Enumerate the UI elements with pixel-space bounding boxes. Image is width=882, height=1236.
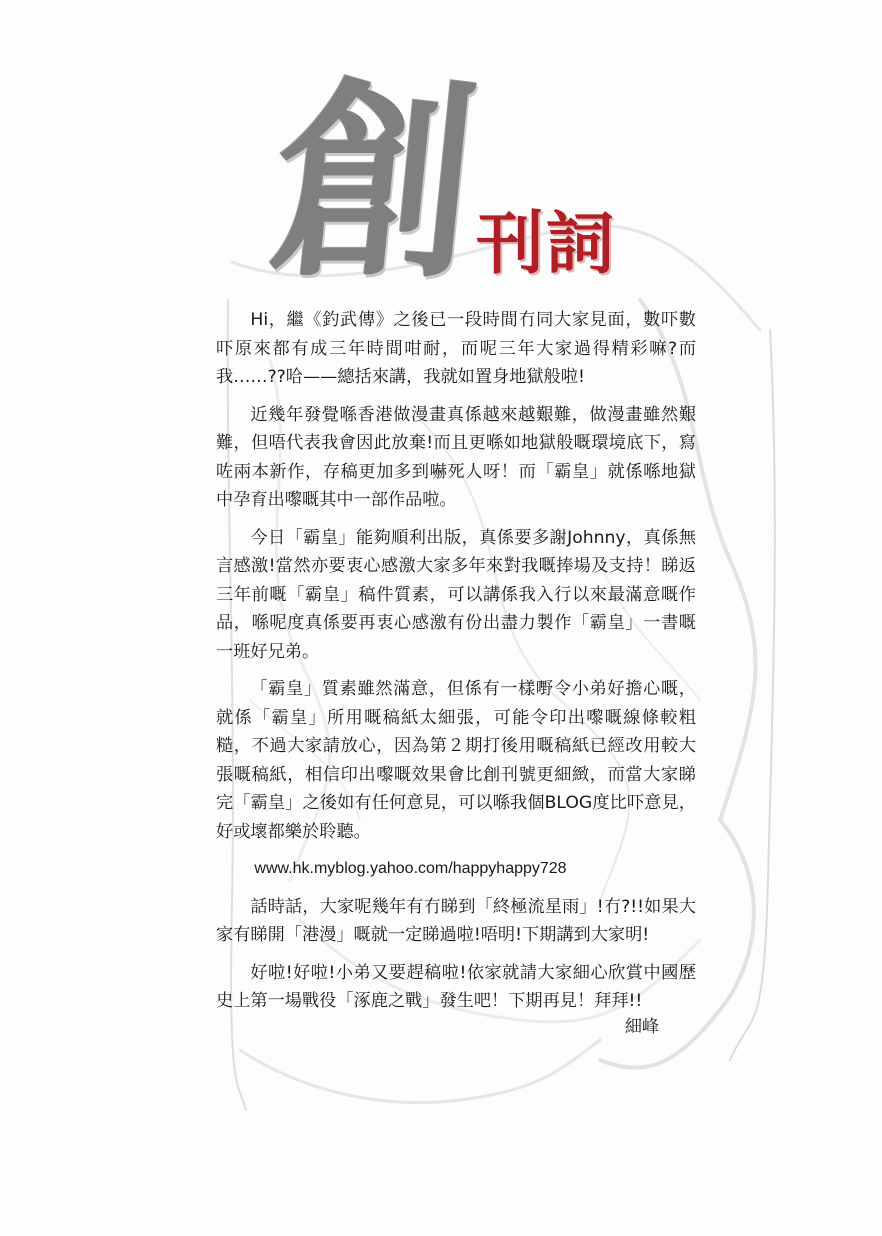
author-signature: 細峰 (625, 1017, 659, 1037)
paragraph: 「霸皇」質素雖然滿意，但係有一樣嘢令小弟好擔心嘅，就係「霸皇」所用嘅稿紙太細張，可能令印出嚟嘅線條較粗糙，不過大家請放心，因為第２期打後用嘅稿紙已經改用較大張嘅稿紙，相信印出嚟嘅效果會比創刊號更細緻，而當大家睇完「霸皇」之後如有任何意見，可以喺我個BLOG度比吓意見，好或壞都樂於聆聽。 (216, 679, 696, 842)
blog-url: www.hk.myblog.yahoo.com/happyhappy728 (254, 860, 567, 877)
paragraph: 好啦!好啦!小弟又要趕稿啦!依家就請大家細心欣賞中國歷史上第一場戰役「涿鹿之戰」發生吧！下期再見！拜拜!! (216, 962, 696, 1011)
paper-fold-line (240, 1040, 600, 1103)
paragraph: Hi，繼《釣武傳》之後已一段時間冇同大家見面，數吓數吓原來都有成三年時間咁耐，而呢三年大家過得精彩嘛?而我……??哈——總括來講，我就如置身地獄般啦! (216, 310, 696, 387)
paragraph: 話時話，大家呢幾年有冇睇到「終極流星雨」!冇?!!如果大家有睇開「港漫」嘅就一定睇過啦!唔明!下期講到大家明! (216, 896, 696, 945)
paragraph: 近幾年發覺喺香港做漫畫真係越來越艱難，做漫畫雖然艱難，但唔代表我會因此放棄!而且更喺如地獄般嘅環境底下，寫咗兩本新作，存稿更加多到嚇死人呀！而「霸皇」就係喺地獄中孕育出嚟嘅其中一部作品啦。 (216, 404, 696, 510)
foreword-body (216, 306, 696, 1025)
paragraph: 今日「霸皇」能夠順利出版，真係要多謝Johnny，真係無言感激!當然亦要衷心感激大家多年來對我嘅捧場及支持！睇返三年前嘅「霸皇」稿件質素，可以講係我入行以來最滿意嘅作品，喺呢度真係要再衷心感激有份出盡力製作「霸皇」一書嘅一班好兄弟。 (216, 527, 696, 662)
title-main-character: 創 (263, 59, 488, 306)
title-subtitle: 刊詞 (476, 204, 617, 284)
